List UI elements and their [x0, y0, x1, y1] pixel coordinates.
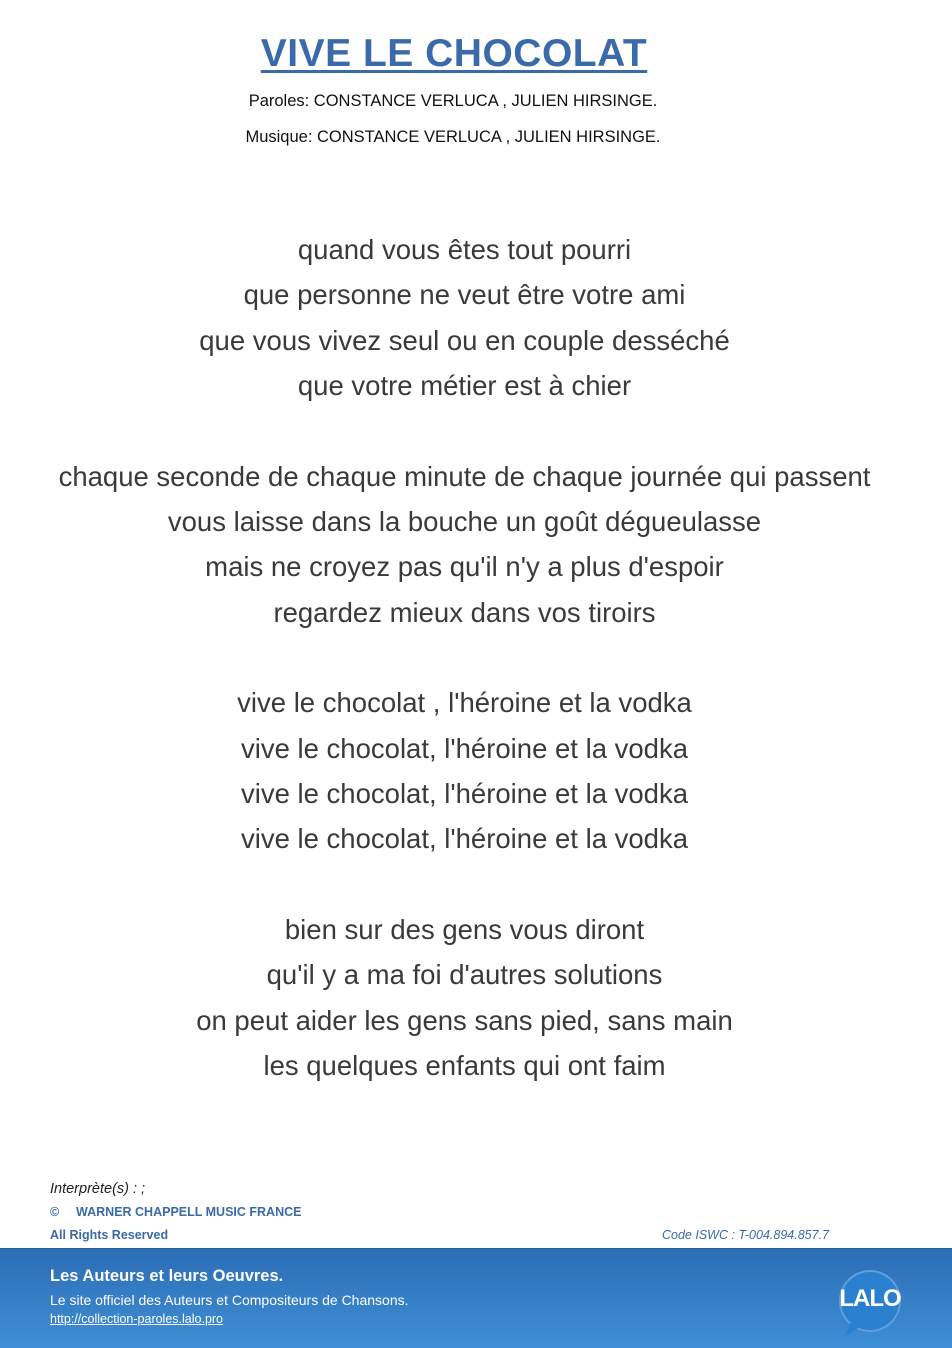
lyric-line: regardez mieux dans vos tiroirs — [273, 596, 656, 628]
publisher-name: WARNER CHAPPELL MUSIC FRANCE — [76, 1205, 302, 1219]
copyright-line — [50, 1205, 301, 1219]
lyrics-body — [0, 227, 929, 1134]
lyricist-credit: Paroles: CONSTANCE VERLUCA , JULIEN HIRSINGE. — [248, 92, 658, 110]
logo-text: LALO — [839, 1285, 901, 1312]
lyric-line: quand vous êtes tout pourri — [297, 234, 632, 265]
lyric-line: vive le chocolat, l'héroine et la vodka — [240, 732, 689, 764]
stanza — [0, 227, 929, 408]
rights-notice: All Rights Reserved — [50, 1228, 169, 1242]
lyric-line: que personne ne veut être votre ami — [243, 279, 686, 311]
performers-line: Interprète(s) : ; — [50, 1181, 146, 1197]
lyric-line: chaque seconde de chaque minute de chaque journée qui passent — [58, 460, 871, 492]
lyric-line: bien sur des gens vous diront — [284, 914, 645, 946]
footer-title: Les Auteurs et leurs Oeuvres. — [50, 1267, 284, 1285]
lyric-line: vive le chocolat, l'héroine et la vodka — [240, 777, 689, 809]
lyric-line: les quelques enfants qui ont faim — [263, 1049, 666, 1081]
composer-credit: Musique: CONSTANCE VERLUCA , JULIEN HIRSINGE. — [245, 128, 661, 146]
lyric-line: vous laisse dans la bouche un goût dégueulasse — [167, 505, 762, 537]
stanza — [0, 907, 929, 1088]
footer-site-link[interactable]: http://collection-paroles.lalo.pro — [50, 1312, 224, 1326]
iswc-code: Code ISWC : T-004.894.857.7 — [662, 1228, 829, 1242]
lyric-line: vive le chocolat , l'héroine et la vodka — [237, 687, 692, 719]
stanza — [0, 680, 929, 861]
stanza — [0, 454, 929, 635]
lyric-line: mais ne croyez pas qu'il n'y a plus d'espoir — [205, 551, 724, 583]
lyric-line: qu'il y a ma foi d'autres solutions — [266, 959, 663, 991]
footer-subtitle: Le site officiel des Auteurs et Compositeurs de Chansons. — [50, 1292, 409, 1308]
lalo-logo[interactable] — [839, 1270, 901, 1332]
lyric-line: vive le chocolat, l'héroine et la vodka — [240, 823, 689, 855]
copyright-symbol: © — [50, 1205, 60, 1219]
lyric-line: que votre métier est à chier — [297, 369, 632, 401]
footer-banner — [0, 1248, 952, 1348]
lyric-line: que vous vivez seul ou en couple desséché — [199, 324, 730, 356]
lyric-line: on peut aider les gens sans pied, sans main — [196, 1004, 733, 1036]
song-title: VIVE LE CHOCOLAT — [260, 32, 648, 75]
